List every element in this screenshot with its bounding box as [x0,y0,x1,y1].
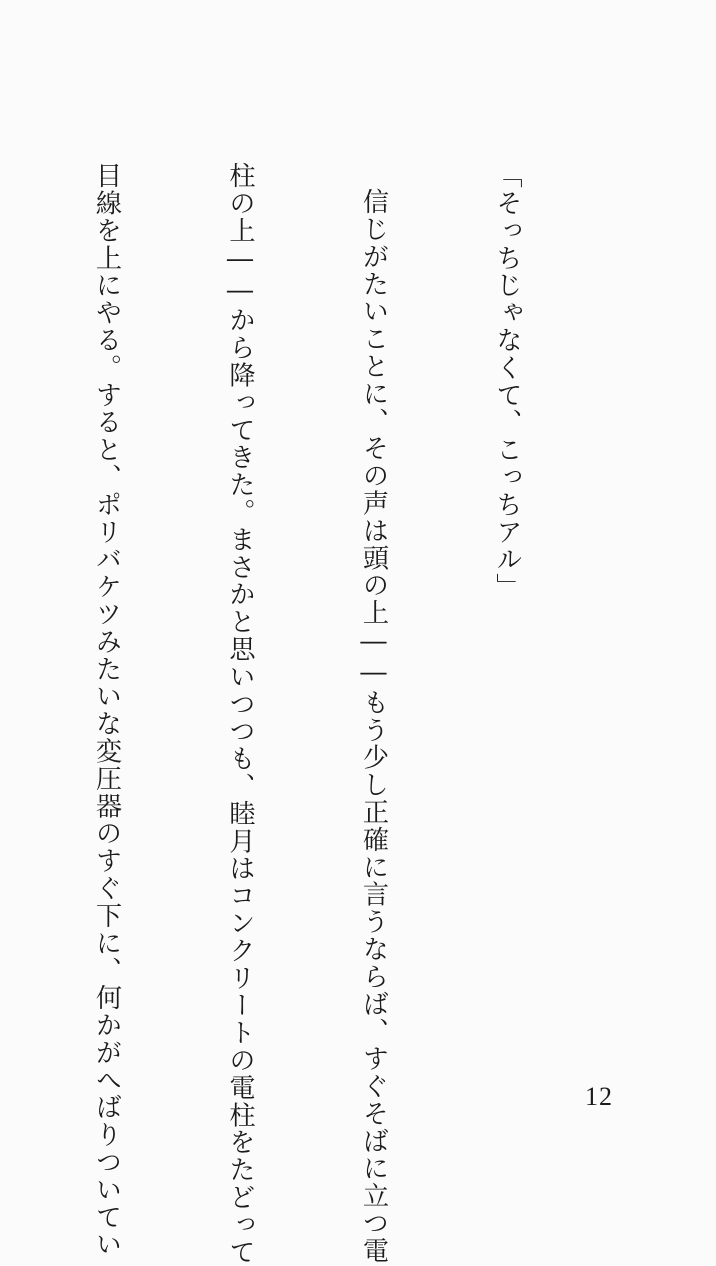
text-line: 信じがたいことに、その声は頭の上――もう少し正確に言うならば、すぐそばに立つ電 [358,188,389,1265]
page-number: 12 [585,1082,613,1111]
text-line: 「そっちじゃなくて、こっちアル」 [492,162,522,601]
text-line: 目線を上にやる。すると、ポリバケツみたいな変圧器のすぐ下に、何かがへばりついてい [91,162,122,1258]
text-line: 柱の上――から降ってきた。まさかと思いつつも、睦月はコンクリートの電柱をたどって [225,162,255,1266]
